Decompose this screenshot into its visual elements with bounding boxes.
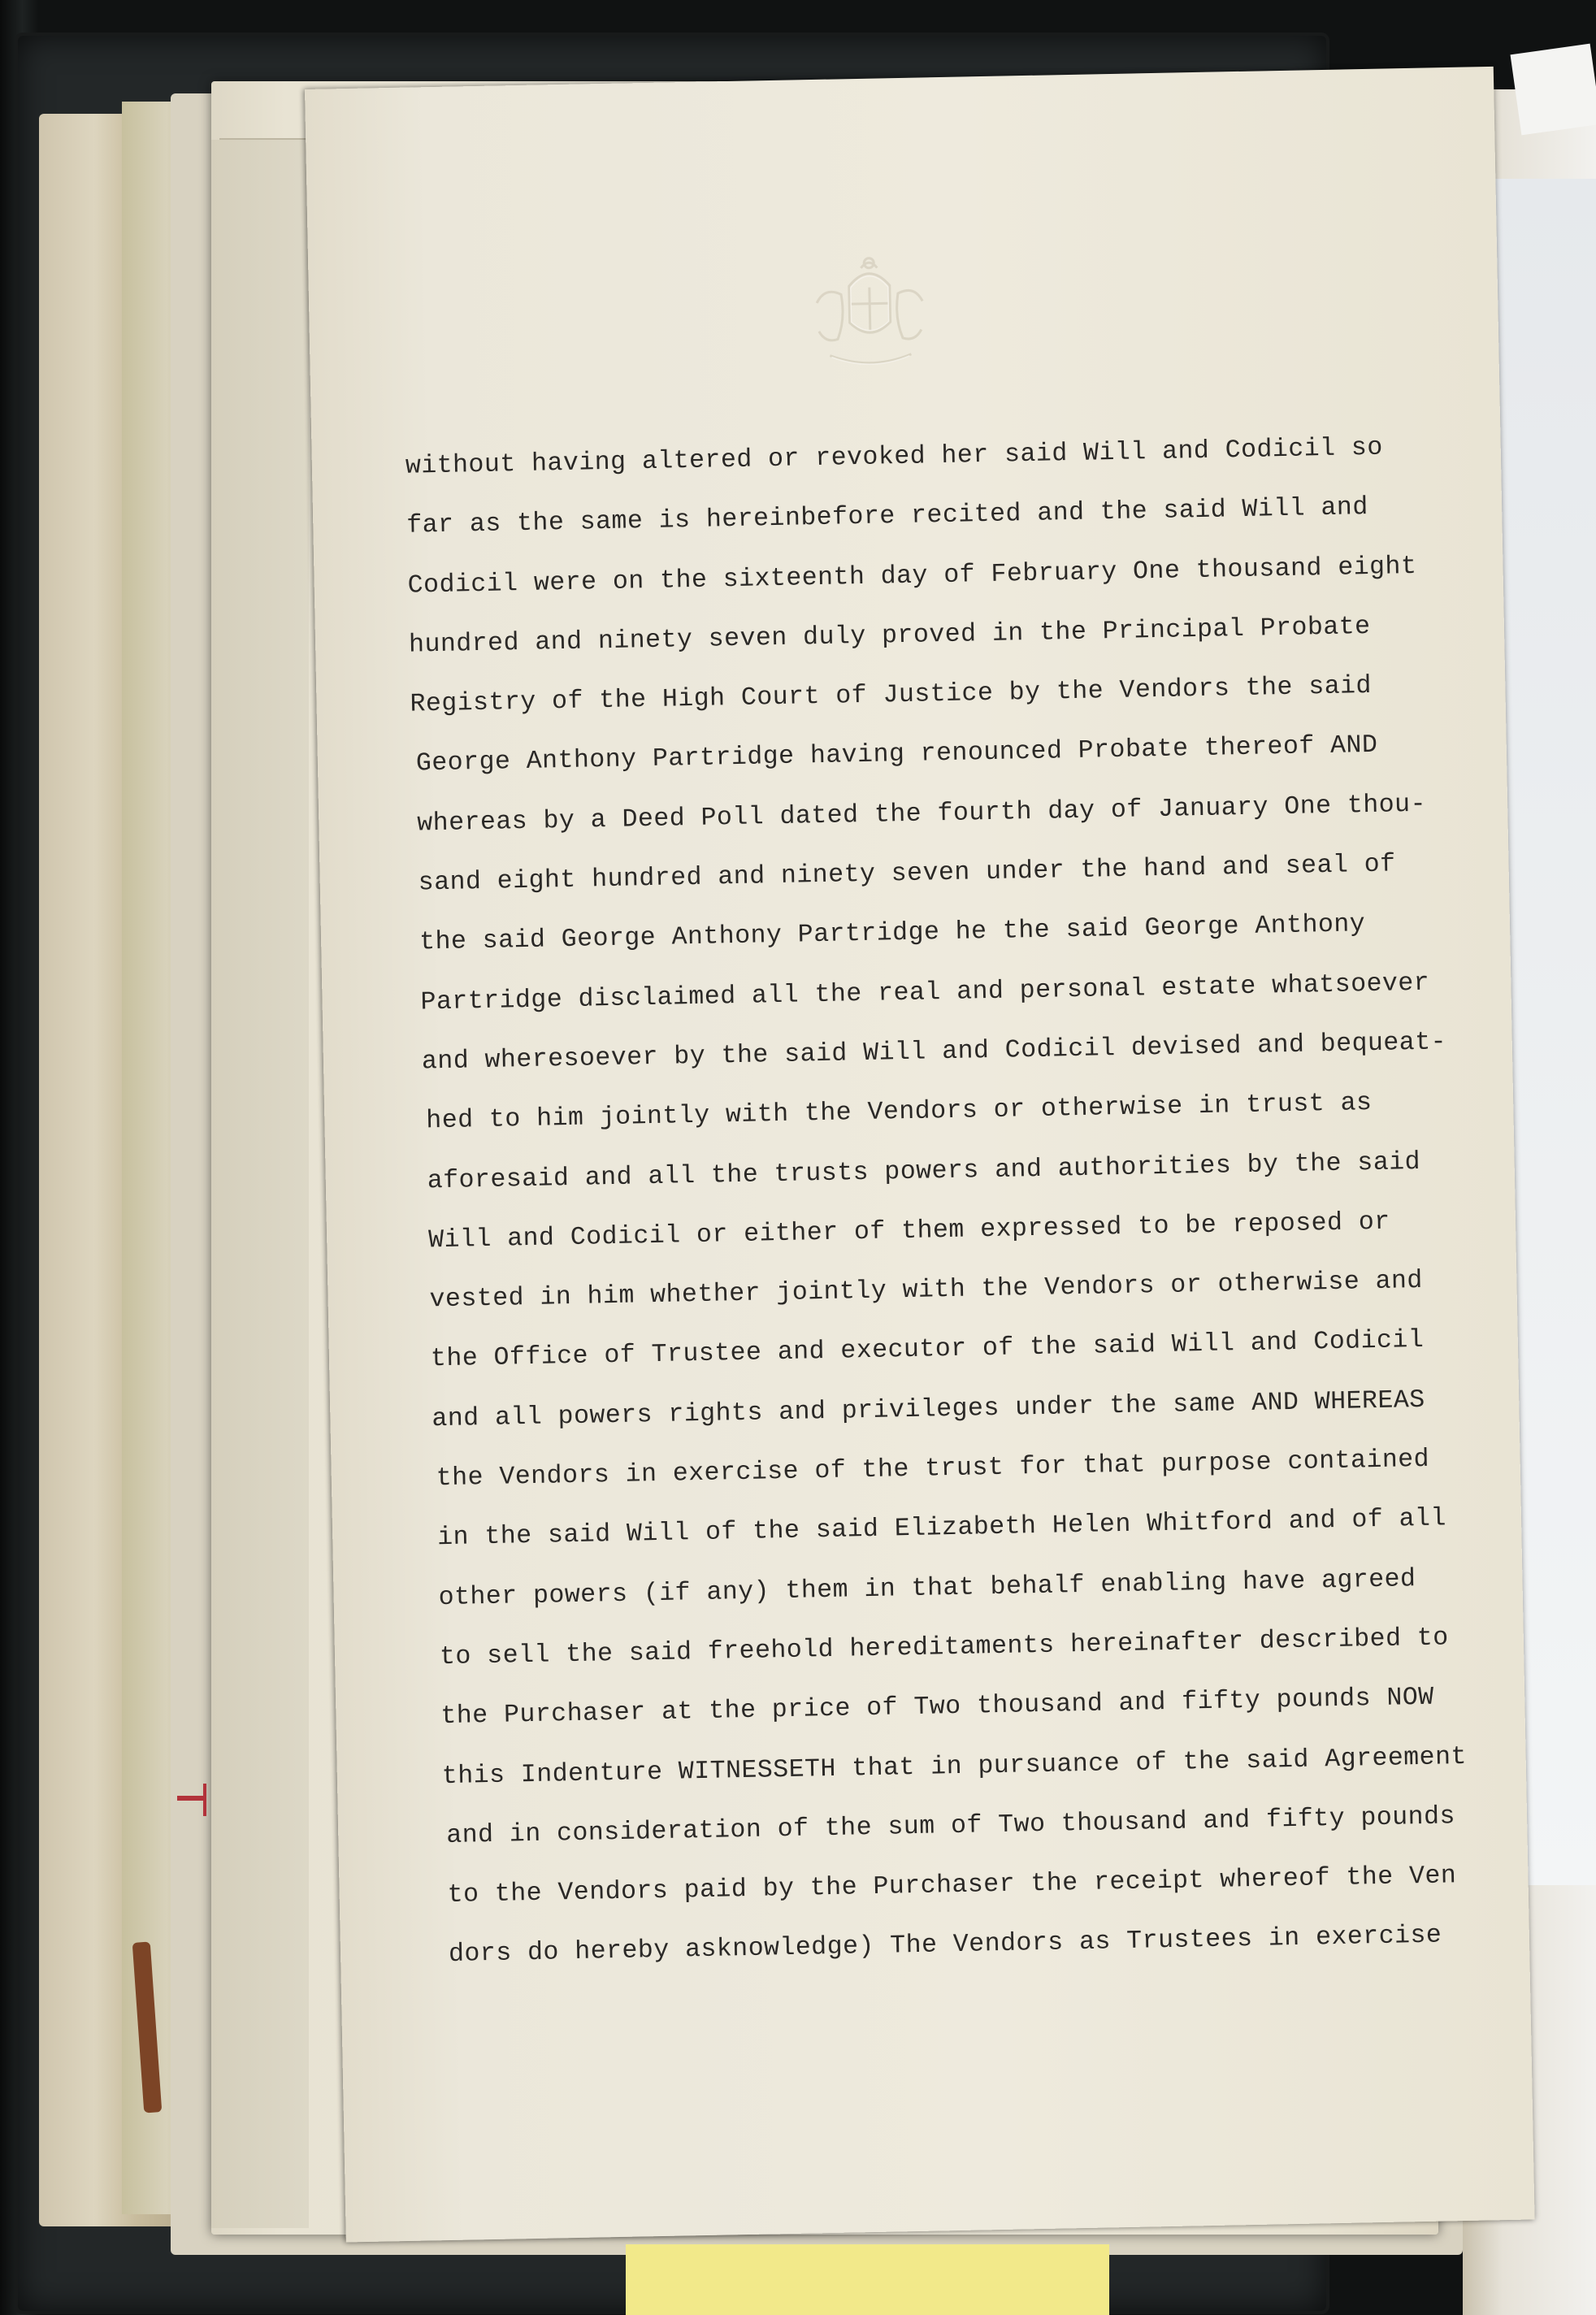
text-line: and wheresoever by the said Will and Codicil devised and bequeat- [421, 1028, 1447, 1077]
text-line: Registry of the High Court of Justice by the Vendors the said [410, 672, 1373, 719]
deed-body-text [405, 416, 1539, 1985]
text-line: sand eight hundred and ninety seven under the hand and seal of [418, 850, 1396, 898]
text-line: dors do hereby asknowledge) The Vendors as Trustees in exercise [448, 1921, 1442, 1970]
page-margin-strip [211, 140, 309, 2228]
text-line: the Vendors in exercise of the trust for that purpose contained [436, 1445, 1430, 1493]
typed-deed-sheet [305, 67, 1535, 2243]
text-line: hundred and ninety seven duly proved in the Principal Probate [408, 612, 1371, 660]
text-line: aforesaid and all the trusts powers and authorities by the said [427, 1147, 1421, 1195]
text-line: vested in him whether jointly with the Vendors or otherwise and [429, 1267, 1424, 1315]
text-line: Will and Codicil or either of them expressed to be reposed or [427, 1207, 1390, 1255]
text-line: and all powers rights and privileges under the same AND WHEREAS [432, 1385, 1425, 1434]
text-line: the Purchaser at the price of Two thousand and fifty pounds NOW [440, 1683, 1434, 1732]
text-line: in the said Will of the said Elizabeth Helen Whitford and of all [436, 1504, 1447, 1553]
text-line: far as the same is hereinbefore recited and the said Will and [406, 493, 1369, 540]
text-line: to the Vendors paid by the Purchaser the receipt whereof the Ven [447, 1862, 1457, 1910]
royal-coat-of-arms-emboss-icon [800, 252, 940, 376]
text-line: George Anthony Partridge having renounced Probate thereof AND [415, 731, 1378, 779]
red-margin-mark [177, 1796, 206, 1801]
paper-slip [1511, 44, 1596, 136]
red-margin-mark-vertical [203, 1784, 206, 1816]
text-line: without having altered or revoked her said Will and Codicil so [405, 433, 1384, 481]
yellow-reference-tag [626, 2244, 1109, 2315]
text-line: other powers (if any) them in that behalf enabling have agreed [438, 1564, 1416, 1612]
text-line: Partridge disclaimed all the real and personal estate whatsoever [420, 969, 1430, 1017]
text-line: hed to him jointly with the Vendors or otherwise in trust as [426, 1089, 1373, 1136]
text-line: this Indenture WITNESSETH that in pursuance of the said Agreement [441, 1742, 1468, 1791]
text-line: Codicil were on the sixteenth day of February One thousand eight [407, 552, 1417, 600]
text-line: the said George Anthony Partridge he the said George Anthony [419, 910, 1366, 957]
text-line: the Office of Trustee and executor of the said Will and Codicil [430, 1326, 1425, 1374]
text-line: and in consideration of the sum of Two thousand and fifty pounds [445, 1802, 1456, 1850]
text-line: whereas by a Deed Poll dated the fourth day of January One thou- [417, 790, 1427, 839]
text-line: to sell the said freehold hereditaments hereinafter described to [439, 1624, 1449, 1672]
